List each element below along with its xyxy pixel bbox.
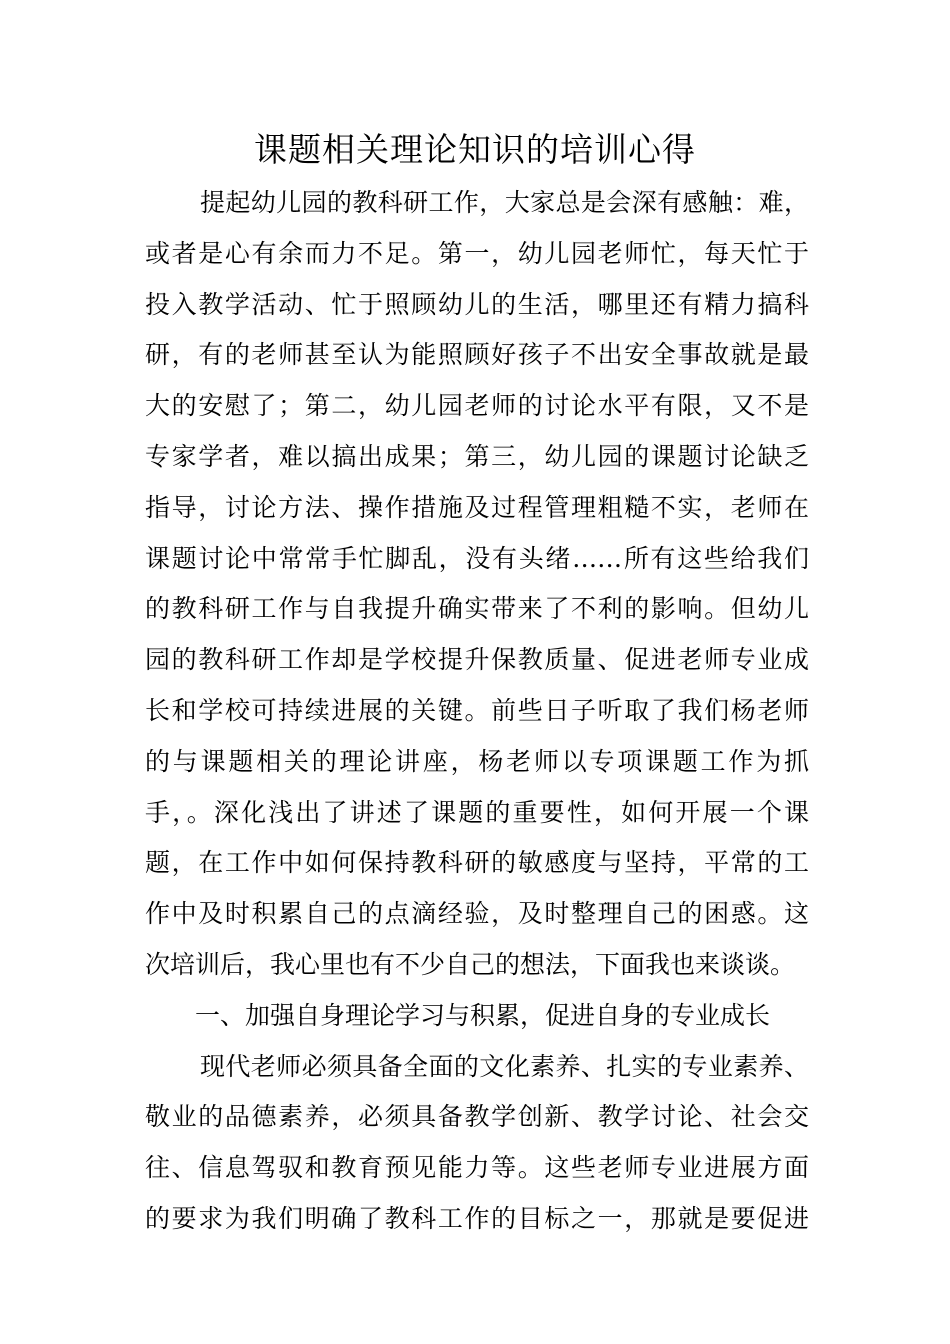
- text-line: 指导，讨论方法、操作措施及过程管理粗糙不实，老师在: [145, 492, 809, 522]
- text-line: 手，。深化浅出了讲述了课题的重要性，如何开展一个课: [145, 797, 809, 827]
- text-line: 提起幼儿园的教科研工作，大家总是会深有感触：难，: [200, 188, 809, 217]
- document-body: [145, 178, 809, 1245]
- text-line: 或者是心有余而力不足。第一，幼儿园老师忙，每天忙于: [145, 238, 809, 268]
- text-line: 课题讨论中常常手忙脚乱，没有头绪……所有这些给我们: [145, 543, 809, 573]
- text-line: 大的安慰了；第二，幼儿园老师的讨论水平有限，又不是: [145, 391, 809, 421]
- text-line: 现代老师必须具备全面的文化素养、扎实的专业素养、: [200, 1051, 809, 1081]
- text-line: 专家学者，难以搞出成果；第三，幼儿园的课题讨论缺乏: [145, 441, 809, 471]
- text-line: 敬业的品德素养，必须具备教学创新、教学讨论、社会交: [145, 1102, 809, 1132]
- section-heading: 一、加强自身理论学习与积累，促进自身的专业成长: [195, 1000, 771, 1030]
- text-line: 的与课题相关的理论讲座，杨老师以专项课题工作为抓: [145, 746, 809, 776]
- document-title: 课题相关理论知识的培训心得: [254, 130, 696, 169]
- text-line: 往、信息驾驭和教育预见能力等。这些老师专业进展方面: [145, 1153, 809, 1183]
- text-line: 园的教科研工作却是学校提升保教质量、促进老师专业成: [145, 645, 809, 675]
- paragraph-section-1: [145, 1042, 809, 1245]
- text-line: 长和学校可持续进展的关键。前些日子听取了我们杨老师: [145, 695, 809, 725]
- text-line: 研，有的老师甚至认为能照顾好孩子不出安全事故就是最: [145, 340, 809, 370]
- text-line: 投入教学活动、忙于照顾幼儿的生活，哪里还有精力搞科: [145, 289, 809, 319]
- text-line: 的教科研工作与自我提升确实带来了不利的影响。但幼儿: [145, 594, 809, 624]
- text-line: 的要求为我们明确了教科工作的目标之一，那就是要促进: [145, 1203, 809, 1233]
- paragraph-intro: [145, 178, 809, 991]
- text-line: 题，在工作中如何保持教科研的敏感度与坚持，平常的工: [145, 848, 809, 878]
- text-line: 作中及时积累自己的点滴经验，及时整理自己的困惑。这: [145, 899, 809, 929]
- text-line: 次培训后，我心里也有不少自己的想法，下面我也来谈谈。: [145, 949, 796, 979]
